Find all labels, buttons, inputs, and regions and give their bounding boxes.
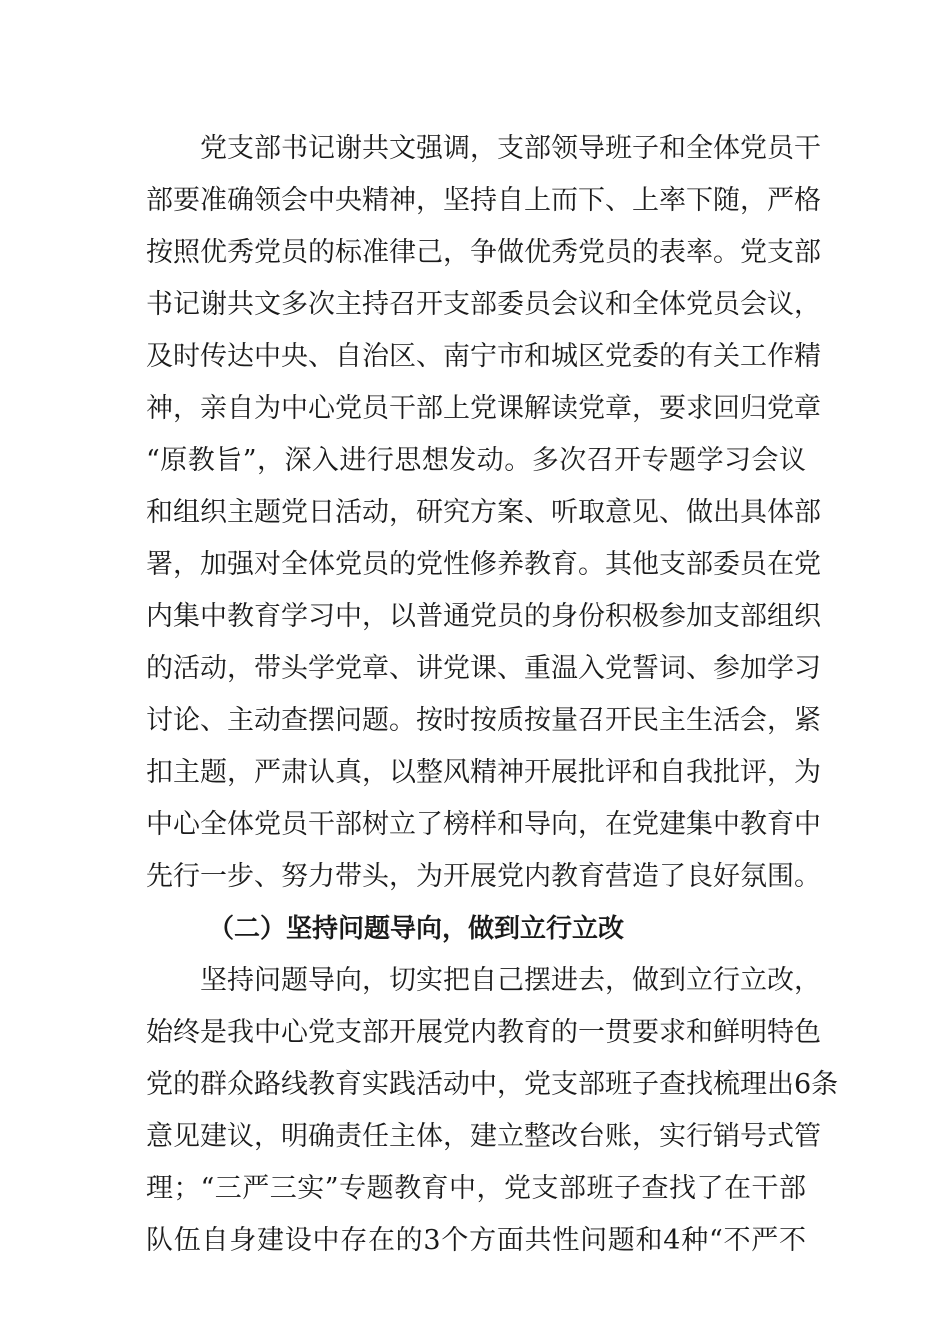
paragraph-line: 讨论、主动查摆问题。按时按质按量召开民主生活会，紧 xyxy=(146,705,821,736)
paragraph-line: 理；“三严三实”专题教育中，党支部班子查找了在干部 xyxy=(146,1173,806,1204)
paragraph-line: 中心全体党员干部树立了榜样和导向，在党建集中教育中 xyxy=(146,809,821,840)
paragraph-line: “原教旨”，深入进行思想发动。多次召开专题学习会议 xyxy=(146,445,806,476)
document-body xyxy=(146,123,839,1267)
paragraph-line: 意见建议，明确责任主体，建立整改台账，实行销号式管 xyxy=(146,1121,821,1152)
paragraph-line: 内集中教育学习中，以普通党员的身份积极参加支部组织 xyxy=(146,601,821,632)
paragraph-line: 坚持问题导向，切实把自己摆进去，做到立行立改， xyxy=(200,965,821,996)
paragraph-line: 始终是我中心党支部开展党内教育的一贯要求和鲜明特色 xyxy=(146,1017,821,1048)
section-heading: （二）坚持问题导向，做到立行立改 xyxy=(208,914,625,944)
paragraph-line: 按照优秀党员的标准律己，争做优秀党员的表率。党支部 xyxy=(146,237,821,268)
paragraph-line: 书记谢共文多次主持召开支部委员会议和全体党员会议， xyxy=(146,289,821,320)
paragraph-line: 先行一步、努力带头，为开展党内教育营造了良好氛围。 xyxy=(146,861,821,892)
paragraph-line: 神，亲自为中心党员干部上党课解读党章，要求回归党章 xyxy=(146,393,821,424)
paragraph-line: 党的群众路线教育实践活动中，党支部班子查找梳理出6条 xyxy=(146,1069,839,1100)
paragraph-line: 署，加强对全体党员的党性修养教育。其他支部委员在党 xyxy=(146,549,821,580)
paragraph-line: 党支部书记谢共文强调，支部领导班子和全体党员干 xyxy=(200,133,821,164)
paragraph-line: 部要准确领会中央精神，坚持自上而下、上率下随，严格 xyxy=(146,185,821,216)
paragraph-line: 及时传达中央、自治区、南宁市和城区党委的有关工作精 xyxy=(146,341,821,372)
paragraph-line: 和组织主题党日活动，研究方案、听取意见、做出具体部 xyxy=(146,497,821,528)
paragraph-line: 扣主题，严肃认真，以整风精神开展批评和自我批评，为 xyxy=(146,757,821,788)
paragraph-line: 的活动，带头学党章、讲党课、重温入党誓词、参加学习 xyxy=(146,653,821,684)
paragraph-line: 队伍自身建设中存在的3个方面共性问题和4种“不严不 xyxy=(146,1225,806,1256)
